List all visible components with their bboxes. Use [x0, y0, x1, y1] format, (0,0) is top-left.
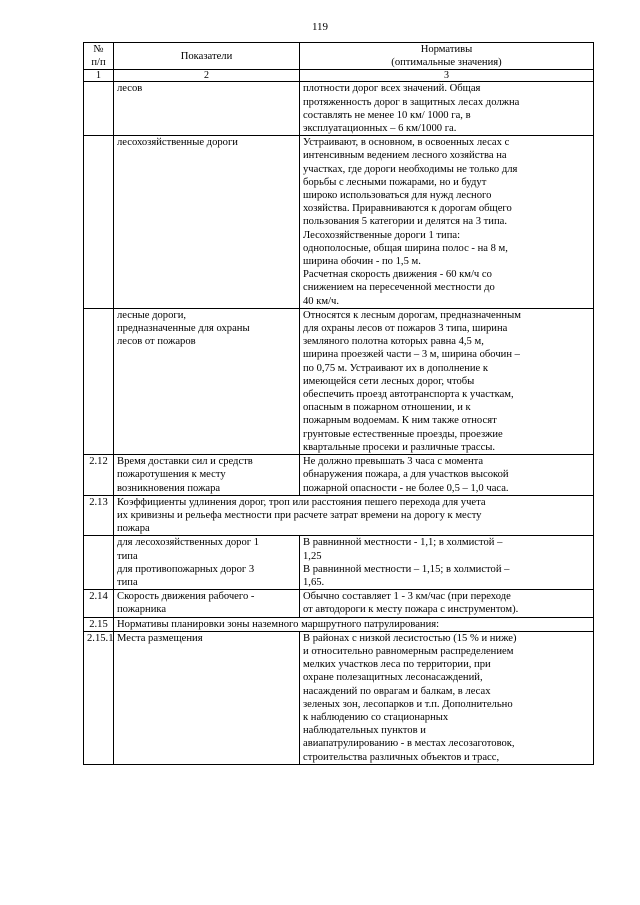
norm-line: для охраны лесов от пожаров 3 типа, ширина — [303, 323, 508, 335]
norm-line: пожарным водоемам. К ним также относят — [303, 415, 497, 427]
norm-line: 1,25 — [303, 550, 322, 562]
norm-line: имеющейся сети лесных дорог, чтобы — [303, 375, 475, 387]
table-row — [84, 82, 594, 136]
header-norms-line: Нормативы — [420, 44, 473, 55]
norm-line: строительства различных объектов и трасс, — [303, 751, 500, 763]
norm-line: грунтовые естественные проезды, проезжие — [303, 428, 503, 440]
norm-line: авиапатрулированию - в местах лесозаготовок, — [303, 738, 515, 750]
indicator-line: для лесохозяйственных дорог 1 — [117, 537, 260, 549]
column-index: 2 — [114, 70, 300, 82]
norm-line: Относятся к лесным дорогам, предназначенным — [303, 309, 521, 321]
row-number: 2.13 — [84, 495, 114, 536]
norm-line: обнаружения пожара, а для участков высокой — [303, 469, 509, 481]
norm-line: хозяйства. Приравниваются к дорогам общего — [303, 203, 512, 215]
row-number: 2.15 — [84, 617, 114, 631]
norm-line: эксплуатационных – 6 км/1000 га. — [303, 123, 457, 135]
indicator-line: Места размещения — [117, 632, 203, 644]
norm-line: и относительно равномерным распределением — [303, 645, 514, 657]
row-number — [84, 536, 114, 590]
indicator-line: пожаротушения к месту — [117, 469, 226, 481]
norm-line: борьбы с лесными пожарами, но и будут — [303, 176, 487, 188]
header-number — [84, 43, 114, 70]
row-number: 2.12 — [84, 455, 114, 496]
column-index: 1 — [84, 70, 114, 82]
norm-line: наблюдательных пунктов и — [303, 725, 426, 737]
span-line: пожара — [117, 523, 150, 535]
row-number: 2.14 — [84, 590, 114, 617]
norm-line: ширина обочин - по 1,5 м. — [303, 256, 421, 268]
indicator-cell — [114, 82, 300, 136]
norm-line: пользования 5 категории и делятся на 3 типа. — [303, 216, 507, 228]
indicator-line: лесохозяйственные дороги — [117, 137, 238, 149]
span-line: Нормативы планировки зоны наземного маршрутного патрулирования: — [117, 618, 440, 630]
table-row — [84, 455, 594, 496]
indicator-cell — [114, 536, 300, 590]
table-row — [84, 308, 594, 454]
norm-cell — [300, 455, 594, 496]
row-number: 2.15.1 — [84, 631, 114, 764]
indicator-cell — [114, 136, 300, 309]
span-line: Коэффициенты удлинения дорог, троп или расстояния пешего перехода для учета — [117, 496, 486, 508]
norm-line: Устраивают, в основном, в освоенных лесах с — [303, 137, 510, 149]
norm-line: протяженность дорог в защитных лесах должна — [303, 96, 520, 108]
norm-cell — [300, 536, 594, 590]
indicator-line: лесов от пожаров — [117, 336, 196, 348]
norm-line: 1,65. — [303, 576, 325, 588]
indicator-cell — [114, 631, 300, 764]
norm-cell — [300, 82, 594, 136]
table-row — [84, 136, 594, 309]
norm-line: Обычно составляет 1 - 3 км/час (при переходе — [303, 591, 511, 603]
indicator-cell — [114, 455, 300, 496]
row-number — [84, 308, 114, 454]
norm-line: Не должно превышать 3 часа с момента — [303, 456, 484, 468]
header-number-line: п/п — [91, 57, 106, 69]
span-line: их кривизны и рельефа местности при расчете затрат времени на дорогу к месту — [117, 509, 482, 521]
page-number: 119 — [311, 21, 329, 33]
column-index-row — [84, 70, 594, 82]
indicator-line: лесные дороги, — [117, 309, 187, 321]
row-number — [84, 82, 114, 136]
table-row — [84, 590, 594, 617]
norm-line: ширина проезжей части – 3 м, ширина обочин – — [303, 349, 520, 361]
norm-line: к наблюдению со стационарных — [303, 711, 449, 723]
norm-line: участках, где дороги необходимы не только для — [303, 163, 518, 175]
norm-line: пожарной опасности - не более 0,5 – 1,0 часа. — [303, 482, 509, 494]
indicator-line: возникновения пожара — [117, 482, 221, 494]
header-number-line: № — [93, 44, 104, 55]
norm-cell — [300, 136, 594, 309]
indicator-line: предназначенные для охраны — [117, 323, 250, 335]
norm-line: однополосные, общая ширина полос - на 8 м, — [303, 242, 508, 254]
indicator-line: Время доставки сил и средств — [117, 456, 253, 468]
table-row — [84, 631, 594, 764]
norm-line: насаждений по оврагам и балкам, в лесах — [303, 685, 491, 697]
row-number — [84, 136, 114, 309]
table-row — [84, 495, 594, 536]
span-cell — [114, 617, 594, 631]
norm-line: широко использоваться для нужд лесного — [303, 190, 492, 202]
indicator-cell — [114, 308, 300, 454]
norm-line: В равнинной местности – 1,15; в холмистой – — [303, 563, 510, 575]
norm-line: 40 км/ч. — [303, 295, 340, 307]
norm-cell — [300, 590, 594, 617]
norms-table — [83, 42, 594, 765]
header-norms-line: (оптимальные значения) — [391, 57, 502, 69]
indicator-line: Скорость движения рабочего - — [117, 591, 255, 603]
column-index: 3 — [300, 70, 594, 82]
norm-cell — [300, 308, 594, 454]
indicator-cell — [114, 590, 300, 617]
norm-line: плотности дорог всех значений. Общая — [303, 83, 481, 95]
table-row — [84, 536, 594, 590]
norm-line: зеленых зон, лесопарков и т.п. Дополнительно — [303, 698, 513, 710]
norm-line: составлять не менее 10 км/ 1000 га, в — [303, 109, 471, 121]
norm-line: Расчетная скорость движения - 60 км/ч со — [303, 269, 492, 281]
norm-line: интенсивным ведением лесного хозяйства на — [303, 150, 507, 162]
indicator-line: пожарника — [117, 604, 167, 616]
norm-line: от автодороги к месту пожара с инструментом). — [303, 604, 519, 616]
norm-line: земляного полотна которых равна 4,5 м, — [303, 336, 484, 348]
header-indicators: Показатели — [114, 43, 300, 70]
norm-line: В равнинной местности - 1,1; в холмистой – — [303, 537, 503, 549]
norm-line: обеспечить проезд автотранспорта к участкам, — [303, 389, 514, 401]
norm-line: В районах с низкой лесистостью (15 % и ниже) — [303, 632, 517, 644]
indicator-line: типа — [117, 550, 138, 562]
norm-line: Лесохозяйственные дороги 1 типа: — [303, 229, 461, 241]
table-row — [84, 617, 594, 631]
indicator-line: для противопожарных дорог 3 — [117, 563, 255, 575]
norm-line: опасным в пожарном отношении, и к — [303, 402, 471, 414]
norm-line: по 0,75 м. Устраивают их в дополнение к — [303, 362, 489, 374]
norm-cell — [300, 631, 594, 764]
norm-line: квартальные просеки и различные трассы. — [303, 441, 496, 453]
span-cell — [114, 495, 594, 536]
norm-line: снижением на пересеченной местности до — [303, 282, 495, 294]
indicator-line: типа — [117, 576, 138, 588]
norm-line: охране полезащитных лесонасаждений, — [303, 672, 483, 684]
header-norms — [300, 43, 594, 70]
indicator-line: лесов — [117, 83, 143, 95]
norm-line: мелких участков леса по территории, при — [303, 659, 491, 671]
table-header-row — [84, 43, 594, 70]
